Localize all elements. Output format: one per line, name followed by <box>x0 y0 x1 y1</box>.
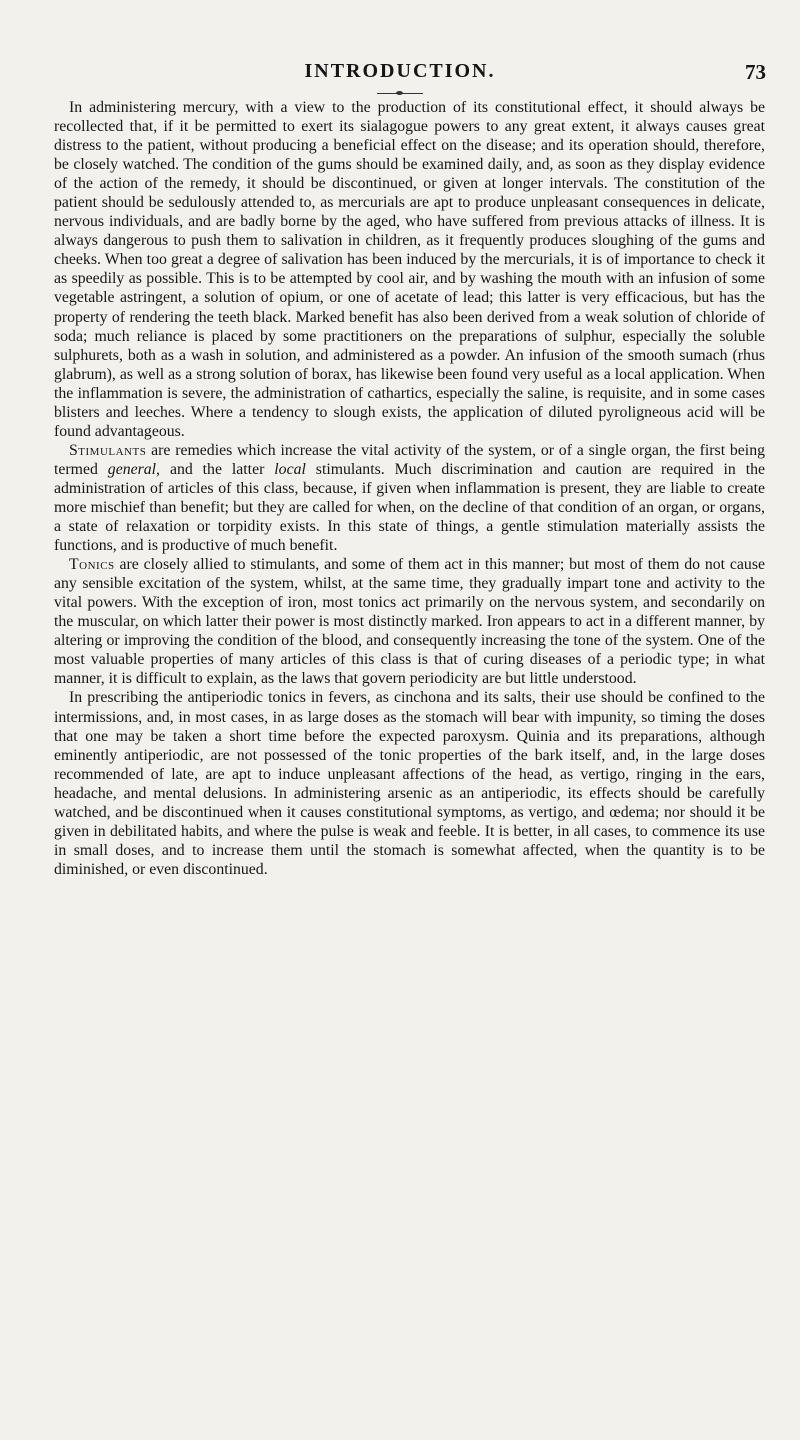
paragraph-text: and the latter <box>160 460 275 478</box>
paragraph-text: stimulants. Much discrimination and caution are required in the administration of articles of this class, because, if given when inflammation is present, they are liable to create more mischief than benefit; but they are called for when, on the decline of that condition of an organ, or organs, a state of relaxation or torpidity exists. In this state of things, a gentle stimulation materially assists the functions, and is productive of much benefit. <box>54 460 766 555</box>
paragraph-stimulants <box>54 441 765 555</box>
paragraph-mercury <box>54 98 765 441</box>
term-stimulants: Stimulants <box>69 441 147 459</box>
paragraph-text: In prescribing the antiperiodic tonics in fevers, as cinchona and its salts, their use should be confined to the intermissions, and, in most cases, in as large doses as the stomach will bear with impunity, so timing the doses that one may be taken a short time before the expected paroxysm. Quinia and its preparations, although eminently antiperiodic, are not possessed of the tonic properties of the bark itself, and, in the large doses recommended of late, are apt to induce unpleasant affections of the head, as vertigo, ringing in the ears, headache, and mental delusions. In administering arsenic as an antiperiodic, its effects should be carefully watched, and be discontinued when it causes constitutional symptoms, as vertigo, and œdema; nor should it be given in debilitated habits, and where the pulse is weak and feeble. It is better, in all cases, to commence its use in small doses, and to increase them until the stomach is somewhat affected, when the quantity is to be diminished, or even discontinued. <box>54 689 765 878</box>
paragraph-antiperiodic <box>54 688 765 878</box>
term-general: general, <box>107 460 161 478</box>
paragraph-tonics <box>54 555 765 688</box>
paragraph-text: In administering mercury, with a view to the production of its constitutional effect, it should always be recollected that, if it be permitted to exert its sialagogue powers to any great extent, it always causes great distress to the patient, without producing a beneficial effect on the disease; and its operation should, therefore, be closely watched. The condition of the gums should be examined daily, and, as soon as they display evidence of the action of the remedy, it should be discontinued, or given at longer intervals. The constitution of the patient should be sedulously attended to, as mercurials are apt to produce unpleasant consequences in delicate, nervous individuals, and are badly borne by the aged, who have suffered from previous attacks of illness. It is always dangerous to push them to salivation in children, as it frequently produces sloughing of the gums and cheeks. When too great a degree of salivation has been induced by the mercurials, it is of importance to check it as speedily as possible. This is to be attempted by cool air, and by washing the mouth with an infusion of some vegetable astringent, a solution of opium, or one of acetate of lead; this latter is very efficacious, but has the property of rendering the teeth black. Marked benefit has also been derived from a weak solution of chloride of soda; much reliance is placed by some practitioners on the preparations of sulphur, especially the soluble sulphurets, both as a wash in solution, and administered as a powder. An infusion of the smooth sumach (rhus glabrum), as well as a strong solution of borax, has likewise been found very useful as a local application. When the inflammation is severe, the administration of cathartics, especially the saline, is requisite, and in some cases blisters and leeches. Where a tendency to slough exists, the application of diluted pyroligneous acid will be found advantageous. <box>54 99 765 440</box>
paragraph-text: are closely allied to stimulants, and some of them act in this manner; but most of them do not cause any sensible excitation of the system, whilst, at the same time, they gradually impart tone and activity to the vital powers. With the exception of iron, most tonics act primarily on the nervous system, and secondarily on the muscular, on which latter their power is most distinctly marked. Iron appears to act in a different manner, by altering or improving the condition of the blood, and consequently increasing the tone of the system. One of the most valuable properties of many articles of this class is that of curing diseases of a periodic type; in what manner, it is difficult to explain, as the laws that govern periodicity are but little understood. <box>54 556 765 688</box>
body-text <box>54 98 765 879</box>
term-tonics: Tonics <box>69 556 115 574</box>
header-ornament-rule <box>377 93 423 94</box>
paragraph-text: are remedies which increase the vital activity of the system, or of a single organ, the first being termed <box>54 441 765 478</box>
running-header <box>0 60 800 86</box>
term-local: local <box>274 460 306 478</box>
page-number: 73 <box>745 60 766 84</box>
running-title: INTRODUCTION. <box>304 60 496 82</box>
